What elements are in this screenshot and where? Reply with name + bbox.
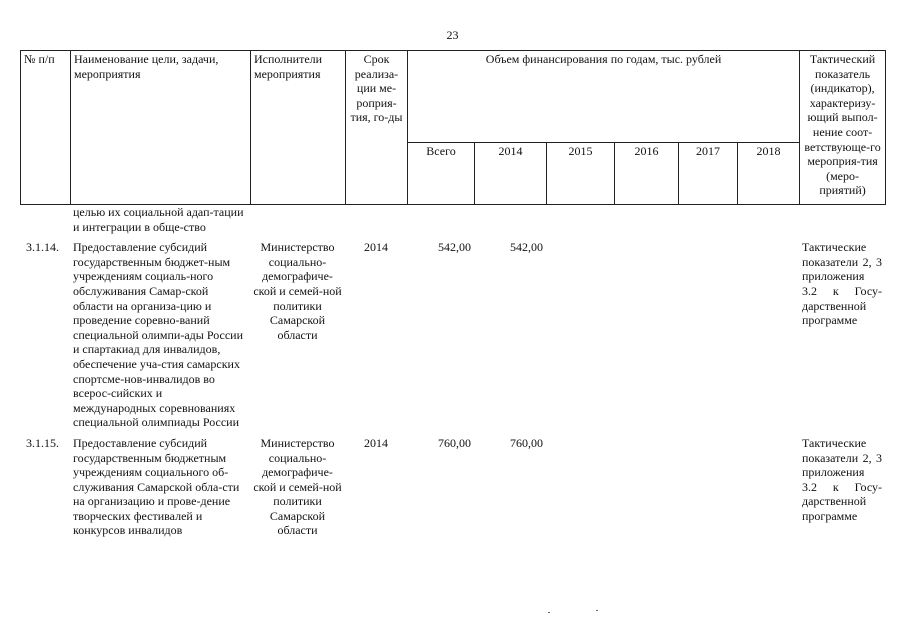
table-header <box>20 50 886 205</box>
row-2014: 542,00 <box>510 240 543 255</box>
row-term: 2014 <box>364 240 388 255</box>
header-year-2015: 2015 <box>547 143 615 205</box>
row-total: 542,00 <box>438 240 471 255</box>
row-term: 2014 <box>364 435 388 450</box>
row-2016 <box>614 240 678 430</box>
row-name: Предоставление субсидий государственным бюджетным учреждениям социального об-служивания Самарской обла-сти на организацию и прове-дение творческих фестивалей и конкурсов инвалидов <box>73 435 240 538</box>
header-year-2014: 2014 <box>475 143 547 205</box>
header-indicator: Тактический показатель (индикатор), характеризу-ющий выпол-нение соот-ветствующе-го мероприя-тия (меро-приятий) <box>800 51 886 205</box>
scan-speck <box>596 610 598 611</box>
table-row <box>20 436 885 538</box>
table-row <box>20 240 885 430</box>
header-finance: Объем финансирования по годам, тыс. рублей <box>408 51 800 143</box>
row-total: 760,00 <box>438 435 471 450</box>
header-number: № п/п <box>21 51 71 205</box>
continuation-text: целью их социальной адап-тации и интеграции в обще-ство <box>73 205 244 234</box>
header-total: Всего <box>408 143 475 205</box>
row-indicator: Тактические показатели 2, 3 приложения 3.2 к Госу-дарственной программе <box>802 435 882 523</box>
scan-speck <box>548 612 550 613</box>
header-year-2016: 2016 <box>615 143 679 205</box>
row-2014: 760,00 <box>510 435 543 450</box>
continuation-row <box>20 205 885 234</box>
row-2018 <box>737 240 799 430</box>
row-indicator: Тактические показатели 2, 3 приложения 3.2 к Госу-дарственной программе <box>802 240 882 328</box>
page-number: 23 <box>446 28 459 42</box>
row-name: Предоставление субсидий государственным бюджет-ным учреждениям социаль-ного обслуживания Самар-ской области на организа-цию и проведение соревно-ваний специальной олимпи-ады России и спартакиад для инвалидов, обеспечение уча-стия самарских спортсме-нов-инвалидов во всерос-сийских и международных соревнованиях специальной олимпиады России <box>73 240 244 430</box>
table-body <box>20 205 885 538</box>
row-number: 3.1.14. <box>26 240 59 255</box>
header-name: Наименование цели, задачи, мероприятия <box>71 51 251 205</box>
row-executor: Министерство социально-демографиче-ской и семей-ной политики Самарской области <box>253 240 342 342</box>
row-2015 <box>546 436 614 538</box>
row-2015 <box>546 240 614 430</box>
row-2017 <box>678 436 737 538</box>
header-year-2018: 2018 <box>738 143 800 205</box>
row-executor: Министерство социально-демографиче-ской и семей-ной политики Самарской области <box>253 435 342 538</box>
row-2017 <box>678 240 737 430</box>
row-2016 <box>614 436 678 538</box>
header-term: Срок реализа-ции ме-роприя-тия, го-ды <box>346 51 408 205</box>
row-number: 3.1.15. <box>26 435 59 450</box>
row-2018 <box>737 436 799 538</box>
header-executor: Исполнители мероприятия <box>251 51 346 205</box>
header-year-2017: 2017 <box>679 143 738 205</box>
